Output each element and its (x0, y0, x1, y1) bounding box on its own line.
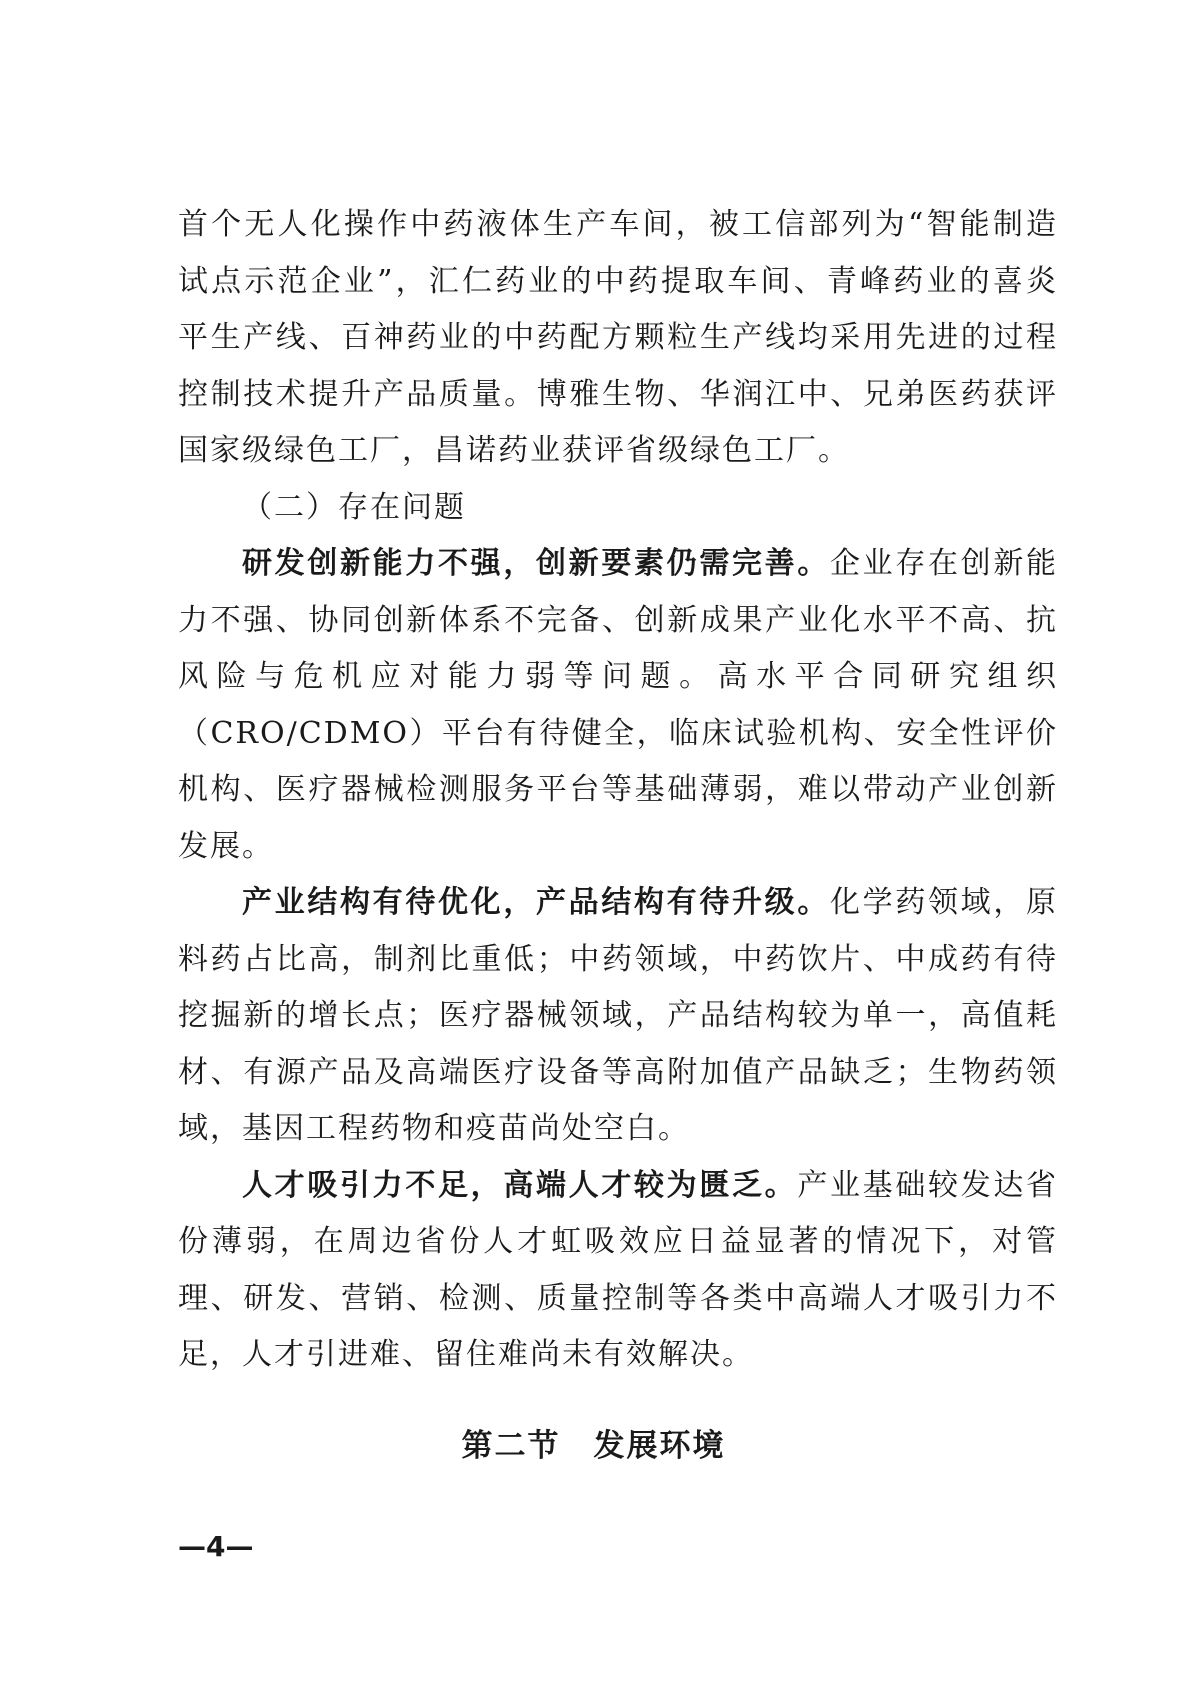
paragraph-industry-structure (178, 875, 1058, 1158)
body-text (178, 197, 1058, 1384)
section-title: 第二节 发展环境 (461, 1428, 726, 1464)
paragraph-continuation (178, 197, 1058, 480)
subheading-text: （二）存在问题 (242, 489, 466, 525)
paragraph-text: 产业基础较发达省份薄弱，在周边省份人才虹吸效应日益显著的情况下，对管理、研发、营销、检测、质量控制等各类中高端人才吸引力不足，人才引进难、留住难尚未有效解决。 (178, 1167, 1059, 1372)
paragraph-lead: 产业结构有待优化，产品结构有待升级。 (242, 885, 830, 920)
paragraph-text: 化学药领域，原料药占比高，制剂比重低；中药领域，中药饮片、中成药有待挖掘新的增长点；医疗器械领域，产品结构较为单一，高值耗材、有源产品及高端医疗设备等高附加值产品缺乏；生物药领域，基因工程药物和疫苗尚处空白。 (178, 885, 1058, 1146)
paragraph-innovation (178, 536, 1058, 875)
paragraph-text: 企业存在创新能力不强、协同创新体系不完备、创新成果产业化水平不高、抗风险与危机应对能力弱等问题。高水平合同研究组织（CRO/CDMO）平台有待健全，临床试验机构、安全性评价机构、医疗器械检测服务平台等基础薄弱，难以带动产业创新发展。 (178, 546, 1058, 864)
subheading-existing-problems (178, 480, 1058, 537)
page-number: —4— (178, 1530, 254, 1563)
paragraph-talent (178, 1158, 1058, 1384)
paragraph-lead: 人才吸引力不足，高端人才较为匮乏。 (242, 1167, 798, 1203)
paragraph-text: 首个无人化操作中药液体生产车间，被工信部列为“智能制造试点示范企业”，汇仁药业的中药提取车间、青峰药业的喜炎平生产线、百神药业的中药配方颗粒生产线均采用先进的过程控制技术提升产品质量。博雅生物、华润江中、兄弟医药获评国家级绿色工厂，昌诺药业获评省级绿色工厂。 (178, 207, 1058, 468)
paragraph-lead: 研发创新能力不强，创新要素仍需完善。 (242, 546, 830, 581)
